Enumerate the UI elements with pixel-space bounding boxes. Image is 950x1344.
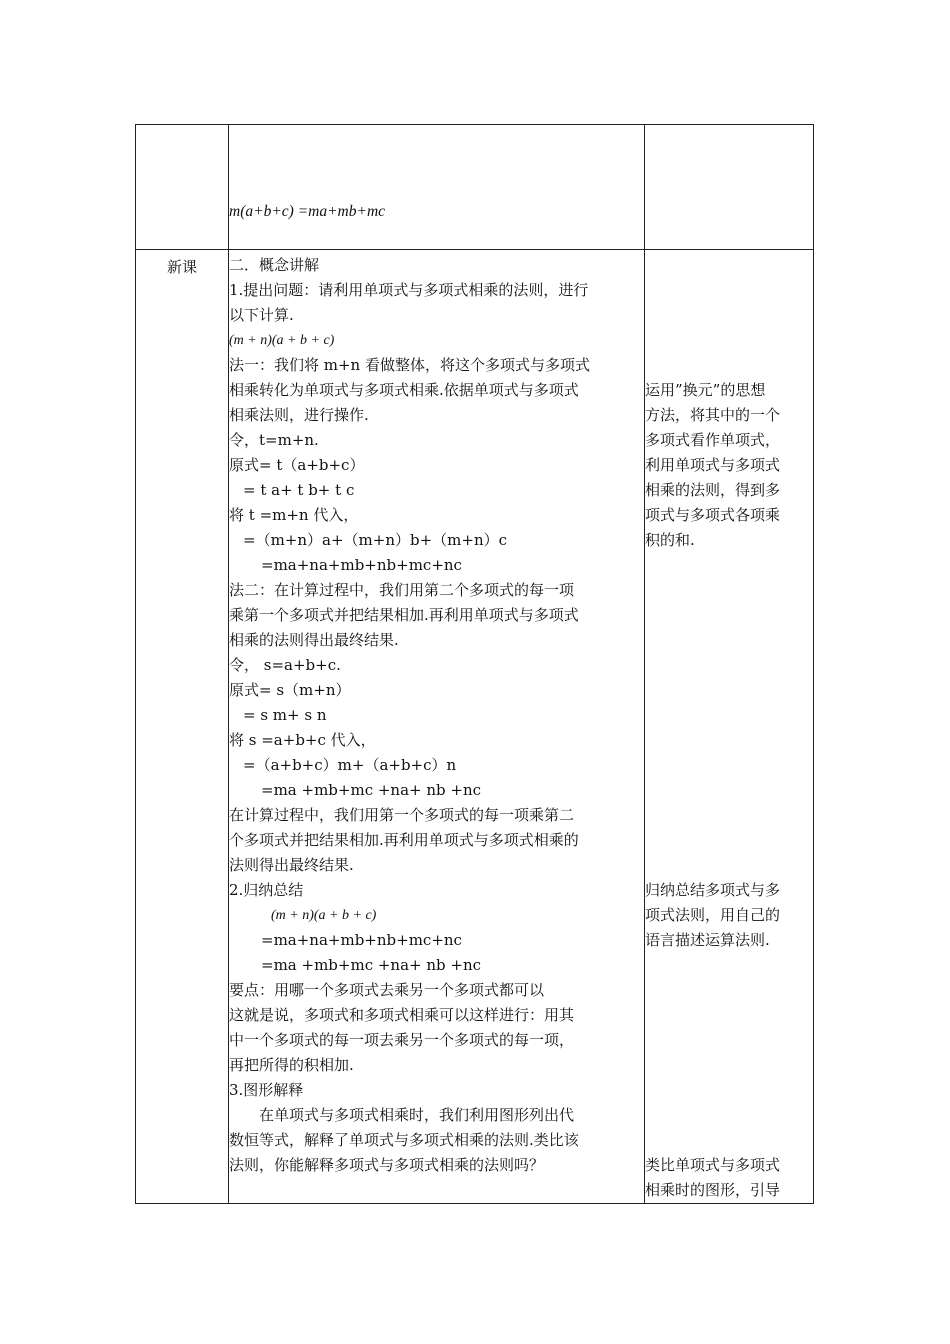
rule-line-1: 这就是说，多项式和多项式相乘可以这样进行：用其 bbox=[229, 1006, 575, 1024]
table-row-top bbox=[136, 125, 814, 250]
method1-line-2: 相乘转化为单项式与多项式相乘.依据单项式与多项式 bbox=[229, 381, 579, 399]
summary-heading: 2.归纳总结 bbox=[229, 881, 304, 899]
method2-line-3: 相乘的法则得出最终结果. bbox=[229, 631, 399, 649]
summary-step-1: =ma+na+mb+nb+mc+nc bbox=[261, 931, 462, 949]
method1-line-3: 相乘法则，进行操作. bbox=[229, 406, 369, 424]
section-label: 新课 bbox=[166, 258, 197, 276]
concept-heading: 二．概念讲解 bbox=[229, 256, 320, 274]
expression: (m + n)(a + b + c) bbox=[229, 333, 335, 348]
method1-step-3: =（m+n）a+（m+n）b+（m+n）c bbox=[243, 531, 508, 549]
rule-line-2: 中一个多项式的每一项去乘另一个多项式的每一项， bbox=[229, 1031, 575, 1049]
graphic-heading: 3.图形解释 bbox=[229, 1081, 304, 1099]
graphic-line-1: 在单项式与多项式相乘时，我们利用图形列出代 bbox=[259, 1106, 575, 1124]
method2-line-2: 乘第一个多项式并把结果相加.再利用单项式与多项式 bbox=[229, 606, 579, 624]
method3-line-1: 在计算过程中，我们用第一个多项式的每一项乘第二 bbox=[229, 806, 575, 824]
lesson-table bbox=[135, 124, 814, 1204]
formula-line: m(a+b+c) =ma+mb+mc bbox=[229, 203, 386, 220]
table-row-new-lesson bbox=[136, 250, 814, 1204]
note-1-line: 方法，将其中的一个 bbox=[645, 406, 781, 424]
summary-step-2: =ma +mb+mc +na+ nb +nc bbox=[261, 956, 482, 974]
note-1-line: 利用单项式与多项式 bbox=[645, 456, 781, 474]
section-cell bbox=[136, 250, 229, 1204]
notes-cell bbox=[645, 250, 814, 1204]
method2-step-4: =ma +mb+mc +na+ nb +nc bbox=[261, 781, 482, 799]
rule-line-3: 再把所得的积相加. bbox=[229, 1056, 354, 1074]
method1-substitute: 将 t =m+n 代入， bbox=[229, 506, 359, 524]
method2-line-1: 法二：在计算过程中，我们用第二个多项式的每一项 bbox=[229, 581, 575, 599]
note-1-line: 运用”换元”的思想 bbox=[645, 381, 766, 399]
method1-step-4: =ma+na+mb+nb+mc+nc bbox=[261, 556, 462, 574]
method2-original: 原式= s（m+n） bbox=[229, 681, 351, 699]
note-2-line: 归纳总结多项式与多 bbox=[645, 881, 781, 899]
question-line-1: 1.提出问题：请利用单项式与多项式相乘的法则，进行 bbox=[229, 281, 589, 299]
key-point: 要点：用哪一个多项式去乘另一个多项式都可以 bbox=[229, 981, 545, 999]
graphic-line-3: 法则，你能解释多项式与多项式相乘的法则吗？ bbox=[229, 1156, 545, 1174]
section-cell-empty bbox=[136, 125, 229, 250]
method1-original: 原式= t（a+b+c） bbox=[229, 456, 365, 474]
note-3-line: 相乘时的图形，引导 bbox=[645, 1181, 781, 1199]
method1-line-1: 法一：我们将 m+n 看做整体，将这个多项式与多项式 bbox=[229, 356, 590, 374]
content-cell-top bbox=[229, 125, 645, 250]
content-cell bbox=[229, 250, 645, 1204]
note-1-line: 相乘的法则，得到多 bbox=[645, 481, 781, 499]
note-2-line: 项式法则，用自己的 bbox=[645, 906, 781, 924]
graphic-line-2: 数恒等式，解释了单项式与多项式相乘的法则.类比该 bbox=[229, 1131, 579, 1149]
method2-let: 令， s=a+b+c. bbox=[229, 656, 341, 674]
note-1-line: 多项式看作单项式， bbox=[645, 431, 781, 449]
note-2-line: 语言描述运算法则. bbox=[645, 931, 770, 949]
method1-step-2: = t a+ t b+ t c bbox=[243, 481, 355, 499]
notes-cell-empty bbox=[645, 125, 814, 250]
note-1-line: 积的和. bbox=[645, 531, 695, 549]
question-line-2: 以下计算. bbox=[229, 306, 294, 324]
summary-expression: (m + n)(a + b + c) bbox=[271, 908, 377, 923]
note-3-line: 类比单项式与多项式 bbox=[645, 1156, 781, 1174]
method2-substitute: 将 s =a+b+c 代入， bbox=[229, 731, 376, 749]
method3-line-2: 个多项式并把结果相加.再利用单项式与多项式相乘的 bbox=[229, 831, 579, 849]
method1-let: 令，t=m+n. bbox=[229, 431, 319, 449]
method3-line-3: 法则得出最终结果. bbox=[229, 856, 354, 874]
note-1-line: 项式与多项式各项乘 bbox=[645, 506, 781, 524]
method2-step-2: = s m+ s n bbox=[243, 706, 327, 724]
method2-step-3: =（a+b+c）m+（a+b+c）n bbox=[243, 756, 457, 774]
